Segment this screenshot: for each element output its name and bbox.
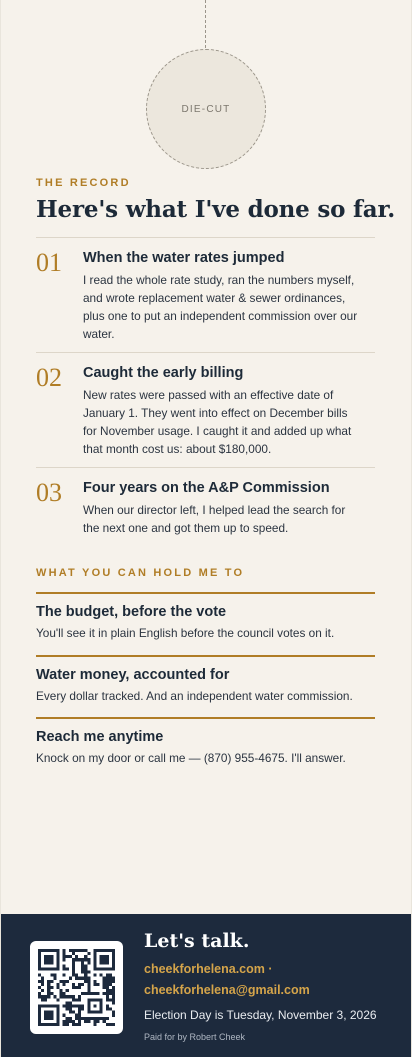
record-headline: Here's what I've done so far. — [36, 196, 396, 223]
record-number: 02 — [36, 363, 62, 392]
hold-item — [36, 655, 375, 717]
record-title: When the water rates jumped — [83, 250, 285, 266]
record-item — [36, 237, 375, 352]
door-hanger-card — [1, 0, 411, 1057]
record-list — [36, 237, 375, 548]
hold-title: Reach me anytime — [36, 729, 164, 745]
hold-text: Knock on my door or call me — (870) 955-4675. I'll answer. — [36, 751, 346, 765]
hold-item — [36, 717, 375, 779]
record-number: 01 — [36, 248, 62, 277]
record-eyebrow: THE RECORD — [36, 177, 131, 189]
paid-for-disclaimer: Paid for by Robert Cheek — [144, 1032, 246, 1042]
footer-title: Let's talk. — [144, 930, 250, 952]
hold-text: You'll see it in plain English before the council votes on it. — [36, 626, 335, 640]
qr-code[interactable] — [30, 941, 123, 1034]
record-text-line: January 1. They went into effect on December bills — [83, 406, 348, 420]
email-link[interactable]: cheekforhelena@gmail.com — [144, 983, 310, 997]
hold-title: Water money, accounted for — [36, 667, 230, 683]
record-item — [36, 352, 375, 467]
record-text — [83, 501, 375, 537]
record-text-line: that month cost us: about $180,000. — [83, 442, 272, 456]
record-number: 03 — [36, 478, 62, 507]
record-title: Caught the early billing — [83, 365, 244, 381]
record-text-line: water. — [83, 327, 115, 341]
die-cut-label: DIE-CUT — [181, 103, 231, 115]
website-link[interactable]: cheekforhelena.com · — [144, 962, 273, 976]
record-text-line: for November usage. I caught it and added up what — [83, 424, 352, 438]
record-item — [36, 467, 375, 548]
hold-text: Every dollar tracked. And an independent water commission. — [36, 689, 353, 703]
record-title: Four years on the A&P Commission — [83, 480, 330, 496]
record-text-line: plus one to put an independent commission over our — [83, 309, 358, 323]
hold-list — [36, 592, 375, 779]
record-text-line: New rates were passed with an effective date of — [83, 388, 334, 402]
record-text-line: I read the whole rate study, ran the numbers myself, — [83, 273, 355, 287]
qr-code-icon — [38, 949, 115, 1026]
hold-eyebrow: WHAT YOU CAN HOLD ME TO — [36, 567, 245, 579]
record-text-line: and wrote replacement water & sewer ordinances, — [83, 291, 346, 305]
hold-item — [36, 592, 375, 655]
record-text — [83, 271, 375, 343]
die-cut-hole — [146, 49, 266, 169]
election-date: Election Day is Tuesday, November 3, 2026 — [144, 1008, 377, 1022]
record-text-line: the next one and got them up to speed. — [83, 521, 289, 535]
record-text — [83, 386, 375, 458]
contact-footer — [1, 914, 411, 1057]
die-cut-guide-line — [205, 0, 206, 48]
hold-title: The budget, before the vote — [36, 604, 227, 620]
record-text-line: When our director left, I helped lead the search for — [83, 503, 346, 517]
